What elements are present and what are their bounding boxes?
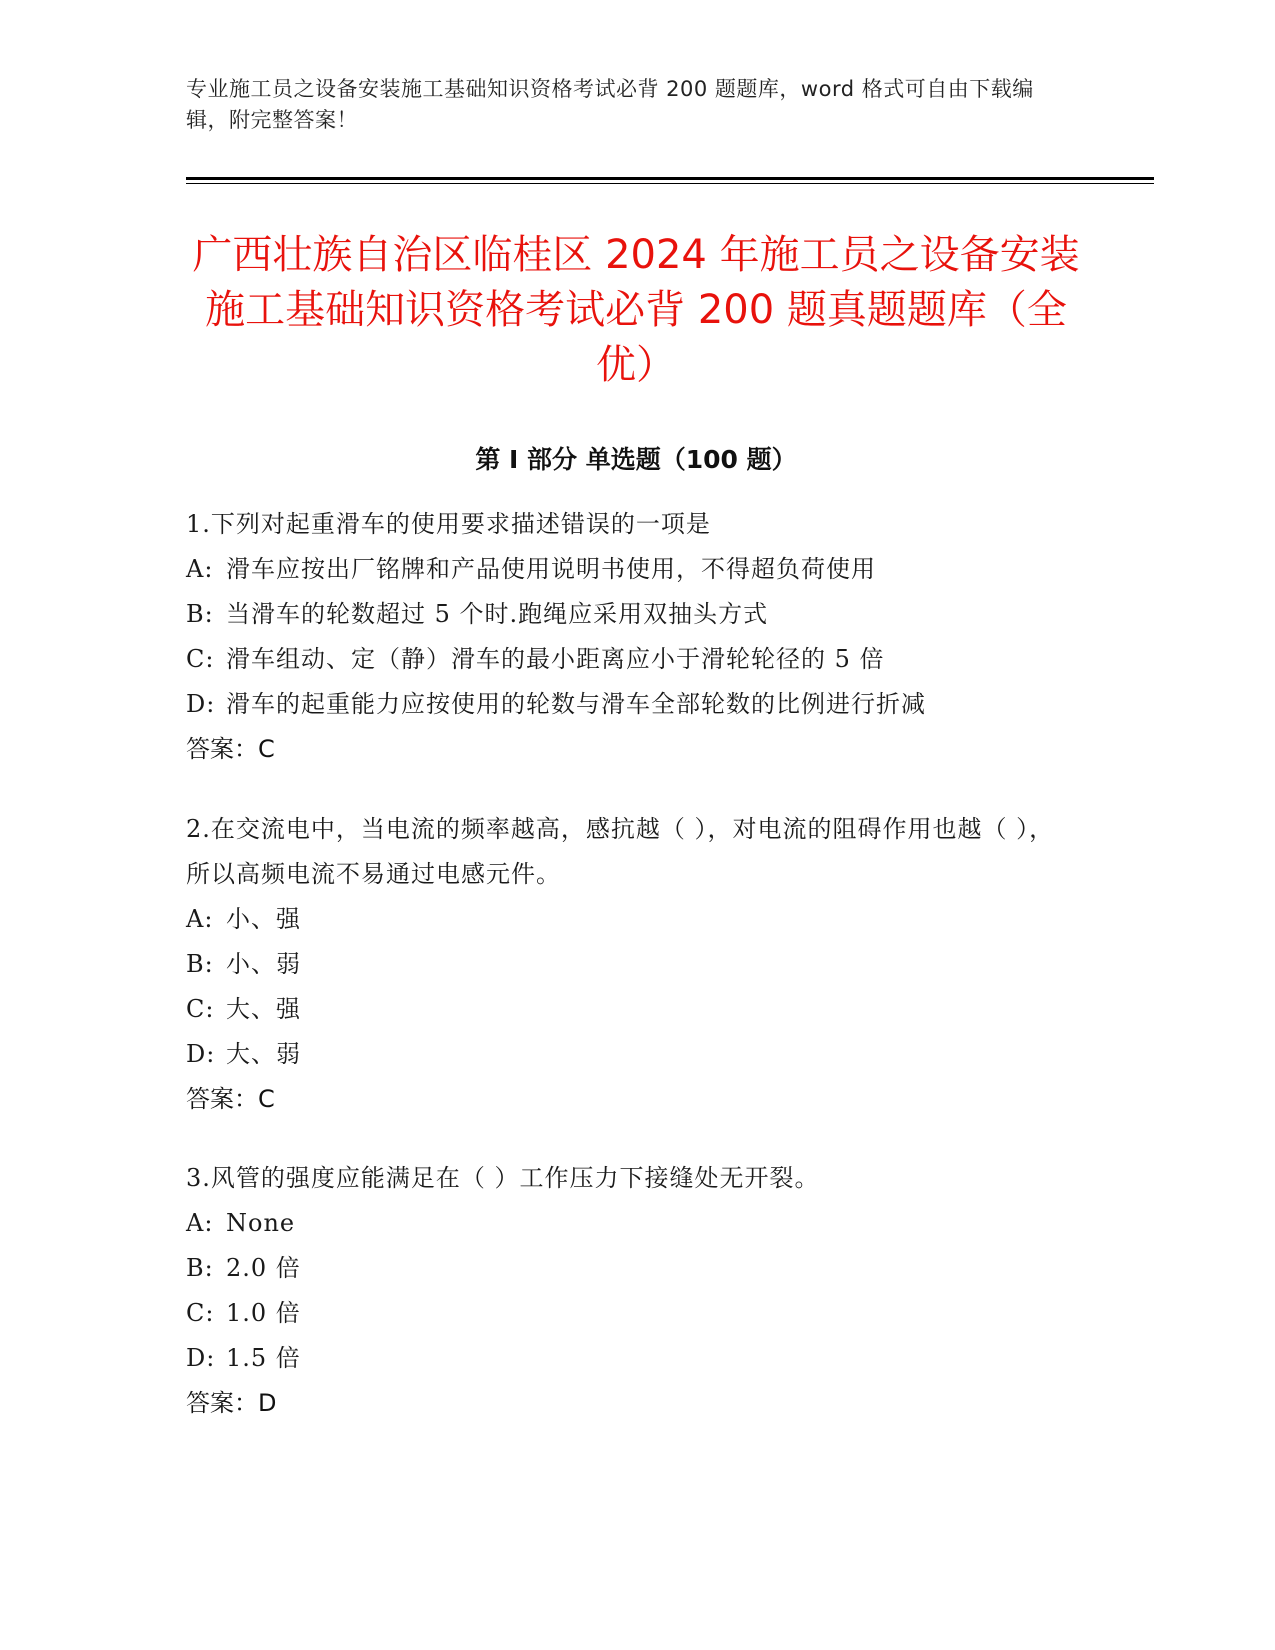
option-text: 滑车应按出厂铭牌和产品使用说明书使用，不得超负荷使用 xyxy=(226,555,876,583)
question-2 xyxy=(186,807,1086,1122)
question-3 xyxy=(186,1156,1086,1426)
option-label: A: xyxy=(186,555,214,583)
answer-line: 答案：C xyxy=(186,735,275,763)
option-label: D: xyxy=(186,690,216,718)
option-text: 1.0 倍 xyxy=(226,1299,301,1327)
option-c xyxy=(186,637,1086,682)
option-label: D: xyxy=(186,1040,216,1068)
option-a xyxy=(186,1201,1086,1246)
option-text: 小、弱 xyxy=(226,950,301,978)
option-label: B: xyxy=(186,950,214,978)
option-text: None xyxy=(226,1209,296,1237)
section-title: 第 I 部分 单选题（100 题） xyxy=(475,445,797,474)
question-stem: 2.在交流电中，当电流的频率越高，感抗越（ ），对电流的阻碍作用也越（ ），所以高频电流不易通过电感元件。 xyxy=(186,815,1055,888)
option-d xyxy=(186,682,1086,727)
header-rule-thick xyxy=(186,177,1154,180)
document-title: 广西壮族自治区临桂区 2024 年施工员之设备安装施工基础知识资格考试必背 200 题真题题库（全优） xyxy=(192,232,1080,388)
option-label: C: xyxy=(186,1299,215,1327)
option-b xyxy=(186,1246,1086,1291)
option-b xyxy=(186,942,1086,987)
question-stem: 3.风管的强度应能满足在（ ）工作压力下接缝处无开裂。 xyxy=(186,1164,820,1192)
option-label: B: xyxy=(186,600,214,628)
option-label: B: xyxy=(186,1254,214,1282)
option-text: 当滑车的轮数超过 5 个时.跑绳应采用双抽头方式 xyxy=(226,600,769,628)
question-1 xyxy=(186,502,1086,772)
question-stem: 1.下列对起重滑车的使用要求描述错误的一项是 xyxy=(186,510,711,538)
option-d xyxy=(186,1032,1086,1077)
option-text: 1.5 倍 xyxy=(226,1344,301,1372)
option-label: C: xyxy=(186,645,215,673)
answer-line: 答案：D xyxy=(186,1389,277,1417)
option-label: C: xyxy=(186,995,215,1023)
header-rule-thin xyxy=(186,183,1154,184)
option-text: 小、强 xyxy=(226,905,301,933)
option-text: 滑车的起重能力应按使用的轮数与滑车全部轮数的比例进行折减 xyxy=(226,690,926,718)
option-a xyxy=(186,547,1086,592)
option-text: 2.0 倍 xyxy=(226,1254,301,1282)
option-c xyxy=(186,987,1086,1032)
option-d xyxy=(186,1336,1086,1381)
option-b xyxy=(186,592,1086,637)
option-label: A: xyxy=(186,1209,214,1237)
header-note: 专业施工员之设备安装施工基础知识资格考试必背 200 题题库，word 格式可自由下载编辑，附完整答案！ xyxy=(186,77,1034,132)
option-a xyxy=(186,897,1086,942)
answer-line: 答案：C xyxy=(186,1085,275,1113)
option-text: 大、强 xyxy=(226,995,301,1023)
option-text: 大、弱 xyxy=(226,1040,301,1068)
option-c xyxy=(186,1291,1086,1336)
option-label: D: xyxy=(186,1344,216,1372)
option-label: A: xyxy=(186,905,214,933)
option-text: 滑车组动、定（静）滑车的最小距离应小于滑轮轮径的 5 倍 xyxy=(226,645,885,673)
